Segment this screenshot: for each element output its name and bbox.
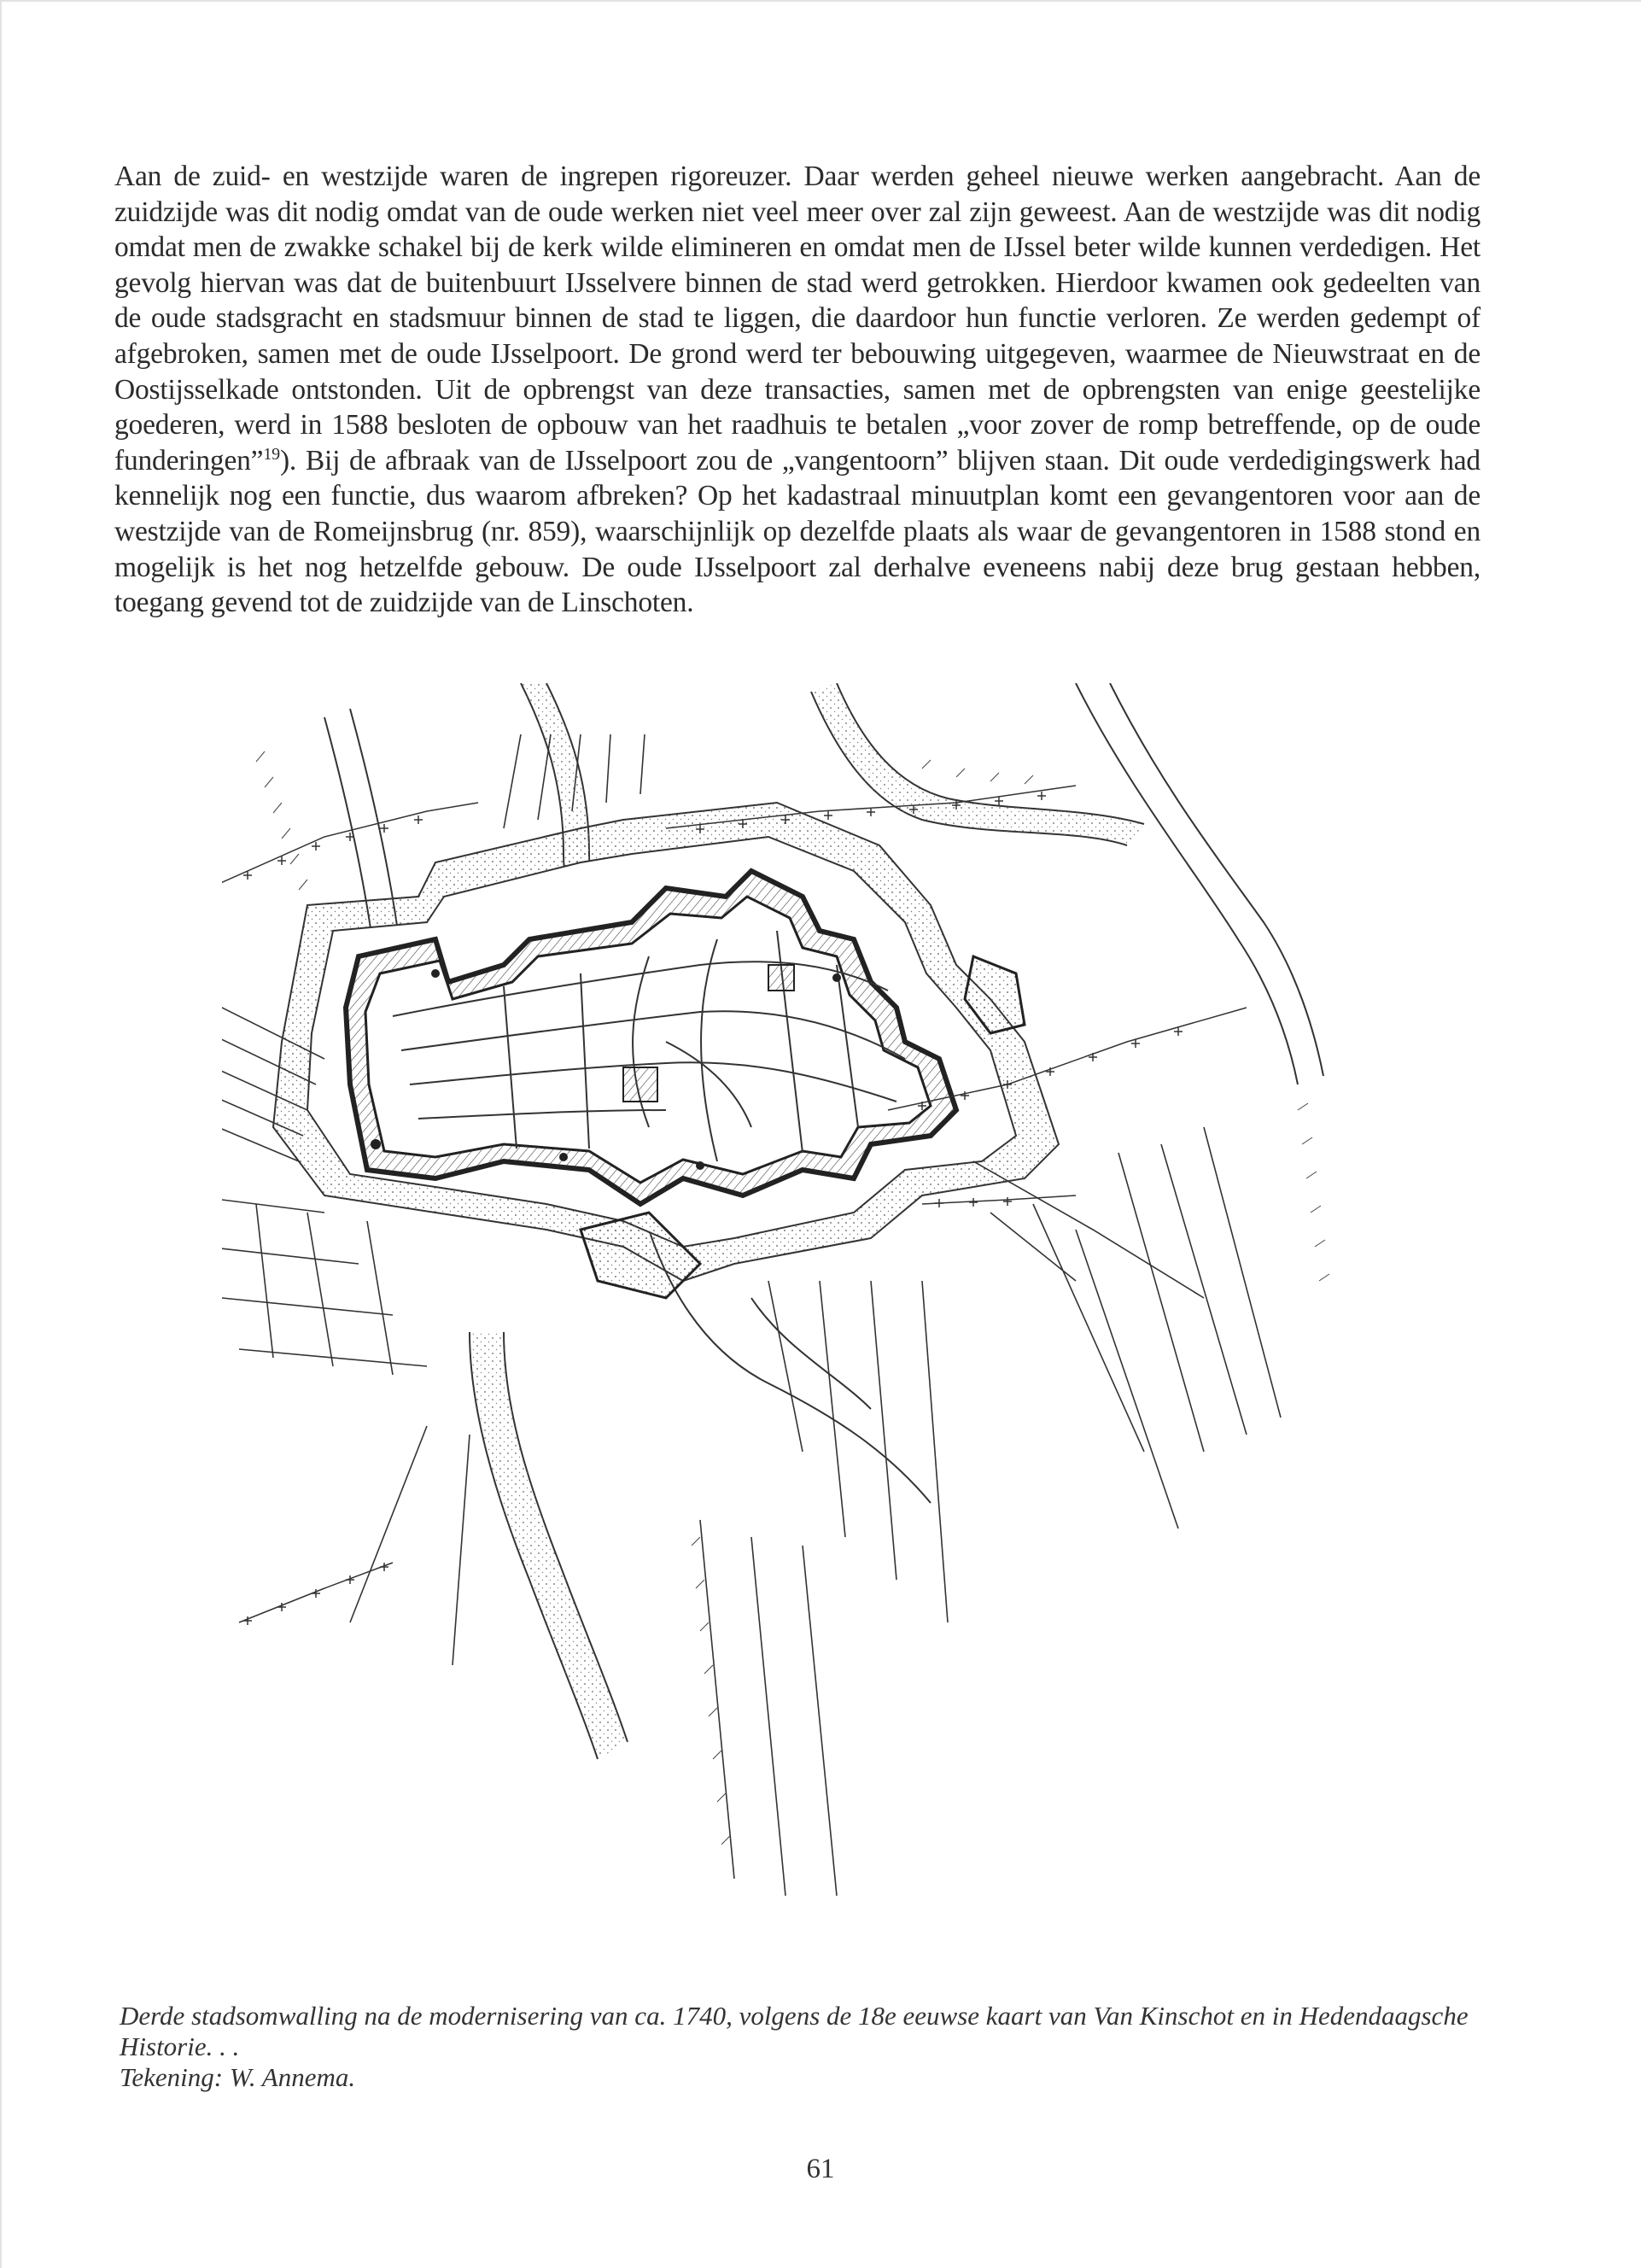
footnote-reference: 19 bbox=[263, 444, 280, 464]
paragraph-text-part2: ). Bij de afbraak van de IJsselpoort zou de „vangentoorn” blijven staan. Dit oude verdedigingswerk had kennelijk nog een functie, dus waarom afbreken? Op het kadastraal minuutplan komt een gevangentoren voor aan de westzijde van de Romeijnsbrug (nr. 859), waarschijnlijk op dezelfde plaats als waar de gevangentoren in 1588 stond en mogelijk is het nog hetzelfde gebouw. De oude IJsselpoort zal derhalve eveneens nabij deze brug gestaan hebben, toegang gevend tot de zuidzijde van de Linschoten. bbox=[114, 444, 1480, 619]
paragraph-text-part1: Aan de zuid- en westzijde waren de ingrepen rigoreuzer. Daar werden geheel nieuwe werken aangebracht. Aan de zuidzijde was dit nodig omdat van de oude werken niet veel meer over zal zijn geweest. Aan de westzijde was dit nodig omdat men de zwakke schakel bij de kerk wilde elimineren en omdat men de IJssel beter wilde kunnen verdedigen. Het gevolg hiervan was dat de buitenbuurt IJsselvere binnen de stad werd getrokken. Hierdoor kwamen ook gedeelten van de oude stadsgracht en stadsmuur binnen de stad te liggen, die daardoor hun functie verloren. Ze werden gedempt of afgebroken, samen met de oude IJsselpoort. De grond werd ter bebouwing uitgegeven, waarmee de Nieuwstraat en de Oostijsselkade ontstonden. Uit de opbrengst van deze transacties, samen met de opbrengsten van enige geestelijke goederen, werd in 1588 besloten de opbouw van het raadhuis te betalen „voor zover de romp betreffende, op de oude funderingen” bbox=[114, 161, 1480, 476]
caption-credit: Tekening: W. Annema. bbox=[120, 2062, 356, 2092]
caption-description: Derde stadsomwalling na de modernisering van ca. 1740, volgens de 18e eeuwse kaart van Van Kinschot en in Hedendaagsche Historie. . . bbox=[120, 2001, 1469, 2061]
fortification-map-figure bbox=[222, 683, 1537, 1998]
church-block bbox=[623, 1067, 657, 1102]
figure-caption bbox=[120, 2001, 1486, 2093]
map-drawing bbox=[222, 683, 1537, 1998]
page-number: 61 bbox=[806, 2154, 835, 2184]
building-block bbox=[768, 965, 794, 991]
body-paragraph bbox=[114, 159, 1480, 621]
